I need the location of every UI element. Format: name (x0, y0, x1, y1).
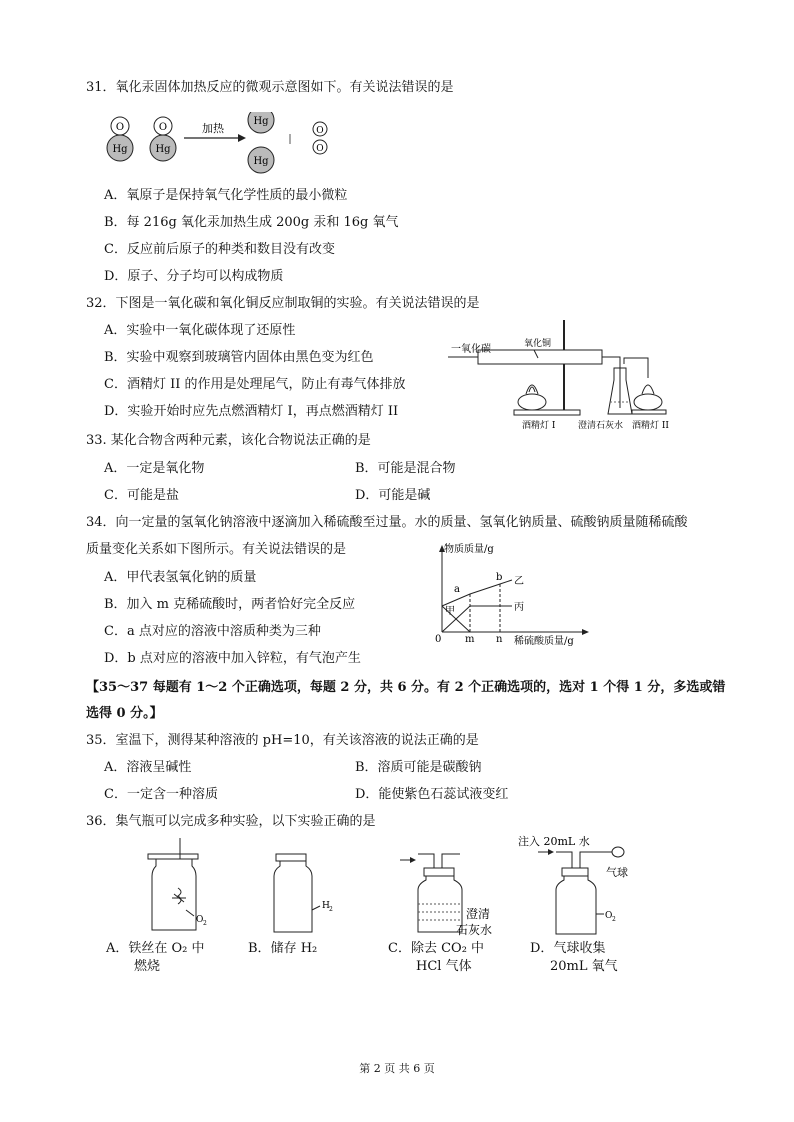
svg-text:O: O (196, 915, 204, 925)
svg-text:2: 2 (203, 920, 207, 927)
svg-text:Hg: Hg (253, 156, 269, 167)
glass-tube (478, 350, 602, 364)
series-yi (442, 580, 512, 606)
svg-text:一氧化碳: 一氧化碳 (451, 344, 491, 355)
svg-text:0: 0 (435, 634, 442, 645)
q34-stem-line1: 34．向一定量的氢氧化钠溶液中逐滴加入稀硫酸至过量。水的质量、氢氧化钠质量、硫酸钠质量随稀硫酸 (86, 515, 688, 530)
q33-option-b[interactable]: B．可能是混合物 (355, 461, 456, 476)
q33-option-a[interactable]: A．一定是氧化物 (104, 461, 205, 476)
q32-option-a[interactable]: A．实验中一氧化碳体现了还原性 (104, 323, 296, 338)
q34-option-a[interactable]: A．甲代表氢氧化钠的质量 (104, 570, 257, 585)
arrow-label: 加热 (202, 122, 224, 135)
q36-figure-c (398, 848, 508, 936)
svg-text:Hg: Hg (112, 144, 128, 155)
q31-option-b[interactable]: B．每 216g 氧化汞加热生成 200g 汞和 16g 氧气 (104, 215, 399, 230)
svg-text:n: n (496, 634, 503, 645)
q31-option-d[interactable]: D．原子、分子均可以构成物质 (104, 269, 284, 284)
q36-option-c[interactable]: C．除去 CO₂ 中 HCl 气体 (388, 941, 485, 974)
balloon (612, 847, 624, 857)
section-instruction-line1: 【35～37 每题有 1～2 个正确选项，每题 2 分，共 6 分。有 2 个正确选项的，选对 1 个得 1 分，多选或错 (86, 680, 726, 695)
point-b: b (496, 572, 503, 583)
label-yi: 乙 (514, 576, 524, 587)
q32-apparatus (448, 318, 688, 434)
q35-stem: 35．室温下，测得某种溶液的 pH=10，有关该溶液的说法正确的是 (86, 733, 479, 748)
q33-stem: 33. 某化合物含两种元素，该化合物说法正确的是 (86, 433, 371, 448)
q31-option-a[interactable]: A．氧原子是保持氧气化学性质的最小微粒 (104, 188, 348, 203)
svg-text:O: O (316, 126, 324, 136)
svg-text:O: O (115, 122, 125, 133)
svg-text:氧化铜: 氧化铜 (524, 339, 552, 349)
section-instruction-line2: 选得 0 分。】 (86, 706, 163, 721)
q34-graph (432, 540, 592, 646)
svg-text:H: H (322, 901, 330, 911)
q32-stem: 32．下图是一氧化碳和氧化铜反应制取铜的实验。有关说法错误的是 (86, 296, 480, 311)
q34-option-d[interactable]: D．b 点对应的溶液中加入锌粒，有气泡产生 (104, 651, 361, 666)
q36-figure-d (516, 834, 646, 936)
gas-jar (274, 861, 312, 932)
svg-text:O: O (316, 144, 324, 154)
q34-stem-line2: 质量变化关系如下图所示。有关说法错误的是 (86, 542, 347, 557)
q33-option-c[interactable]: C．可能是盐 (104, 488, 179, 503)
q31-option-c[interactable]: C．反应前后原子的种类和数目没有改变 (104, 242, 335, 257)
gas-jar (556, 876, 596, 934)
q36-figure-b (266, 852, 346, 936)
alcohol-lamp-2 (634, 394, 662, 410)
q36-figure-a (140, 836, 220, 936)
svg-text:2: 2 (329, 906, 333, 913)
svg-text:气球: 气球 (606, 866, 628, 879)
q32-option-d[interactable]: D．实验开始时应先点燃酒精灯 I，再点燃酒精灯 II (104, 404, 399, 419)
q32-option-b[interactable]: B．实验中观察到玻璃管内固体由黑色变为红色 (104, 350, 374, 365)
label-jia: 甲 (445, 606, 455, 617)
q36-option-d[interactable]: D．气球收集 20mL 氧气 (530, 941, 618, 974)
svg-text:注入 20mL 水: 注入 20mL 水 (518, 835, 590, 848)
q34-option-b[interactable]: B．加入 m 克稀硫酸时，两者恰好完全反应 (104, 597, 356, 612)
svg-text:Hg: Hg (253, 116, 269, 127)
q36-stem: 36．集气瓶可以完成多种实验，以下实验正确的是 (86, 814, 376, 829)
q31-figure (100, 112, 340, 176)
q33-option-d[interactable]: D．可能是碱 (355, 488, 431, 503)
svg-text:2: 2 (612, 916, 616, 923)
q31-stem: 31．氧化汞固体加热反应的微观示意图如下。有关说法错误的是 (86, 80, 454, 95)
alcohol-lamp-1 (518, 394, 546, 410)
svg-text:Hg: Hg (155, 144, 171, 155)
q35-option-b[interactable]: B．溶质可能是碳酸钠 (355, 760, 482, 775)
svg-text:O: O (158, 122, 168, 133)
label-bing: 丙 (514, 602, 524, 613)
q36-option-a[interactable]: A．铁丝在 O₂ 中 燃烧 (106, 941, 205, 974)
point-a: a (454, 584, 460, 595)
svg-text:O: O (605, 911, 613, 921)
page-footer: 第 2 页 共 6 页 (359, 1062, 435, 1075)
q35-option-a[interactable]: A．溶液呈碱性 (104, 760, 192, 775)
svg-text:酒精灯 II: 酒精灯 II (632, 421, 669, 431)
q35-option-d[interactable]: D．能使紫色石蕊试液变红 (355, 787, 509, 802)
svg-text:m: m (465, 634, 475, 645)
x-axis-label: 稀硫酸质量/g (514, 636, 574, 646)
q32-option-c[interactable]: C．酒精灯 II 的作用是处理尾气，防止有毒气体排放 (104, 377, 406, 392)
svg-text:石灰水: 石灰水 (456, 923, 493, 936)
svg-text:酒精灯 I: 酒精灯 I (522, 421, 556, 431)
y-axis-label: 物质质量/g (444, 544, 494, 555)
q36-option-b[interactable]: B．储存 H₂ (248, 941, 318, 956)
q34-option-c[interactable]: C．a 点对应的溶液中溶质种类为三种 (104, 624, 321, 639)
svg-text:澄清石灰水: 澄清石灰水 (578, 421, 624, 431)
q35-option-c[interactable]: C．一定含一种溶质 (104, 787, 218, 802)
svg-text:澄清: 澄清 (466, 907, 491, 921)
